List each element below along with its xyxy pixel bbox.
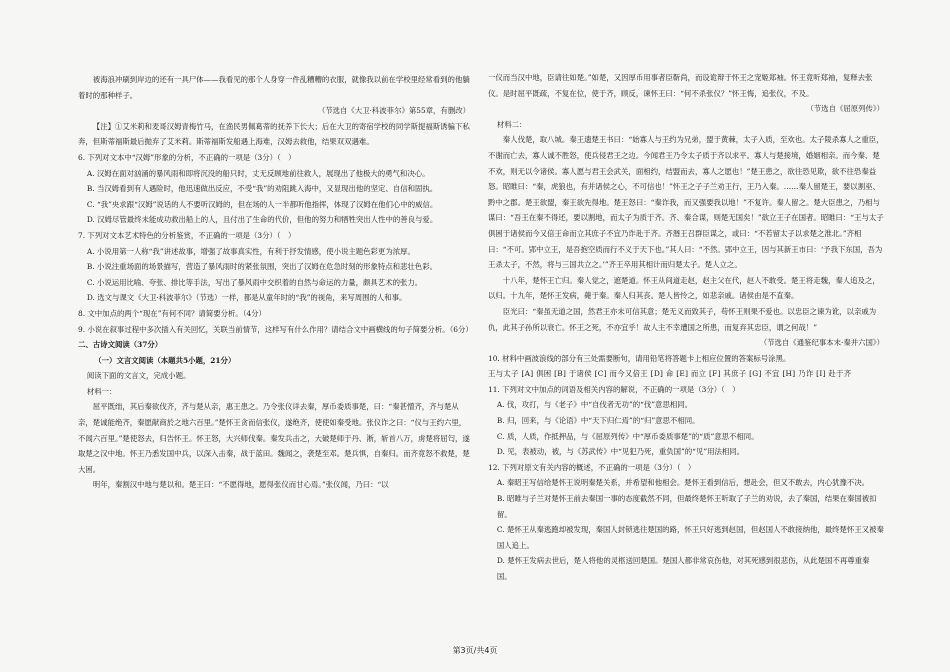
question-11: 11. 下列对文中加点的词语及相关内容的解说，不正确的一项是（3分）（ ） <box>488 384 740 394</box>
question-12: 12. 下列对原文有关内容的概述，不正确的一项是（3分）（ ） <box>488 462 696 472</box>
passage-ending: 被海浪冲刷到岸边的还有一具尸体——我看见的那个人身穿一件乱糟糟的衣服，就像我以前在学校里经常看到的他躺着时的那种样子。 <box>78 75 470 100</box>
q6-option-a: A. 汉姆在面对汹涌的暴风雨和即将沉没的船只时，丈无反顾地前往救人，展现出了他极大的勇气和决心。 <box>86 168 430 178</box>
q12-option-d: D. 楚怀王发病去世后，楚人将他的灵柩送回楚国。楚国人都非常哀伤他，对其死感到很悲伤，从此楚国不再尊重秦国。 <box>496 556 870 581</box>
subsection-heading: （一）文言文阅读（本题共5小题，21分） <box>94 355 236 365</box>
q12-option-c: C. 楚怀王从秦逃跑却被发现，秦国人封锁逃往楚国的路，怀王只好逃到赵国，但赵国人不敢接纳他，最终楚怀王又被秦国人追上。 <box>496 525 884 550</box>
question-8: 8. 文中加点的两个“现在”有何不同？请简要分析。（4分） <box>78 308 266 318</box>
page-number: 第3页/共4页 <box>452 646 498 655</box>
q10-sentence-breaks: 王与太子 [A] 俱困 [B] 于诸侯 [C] 而今又倍王 [D] 命 [E] 而立 [F] 其庶子 [G] 不宜 [H] 乃诈 [I] 赴于齐 <box>488 369 852 379</box>
material-2-paragraph-2: 十八年，楚怀王亡归。秦人觉之，遮楚道。怀王从间道走赵，赵主父在代，赵人不敢受。楚王将走魏，秦人追及之，以归。十九年，楚怀王发病，薨于秦。秦人归其丧。楚人皆怜之，如悲亲戚。诸侯由是不直秦。 <box>488 275 880 301</box>
material-2-paragraph-3: 臣光曰：“秦虽无道之国，然君王亦未可信其意；楚无义而致其子，苟怀王则果不爱也。以忠臣之谏为讹，以亲戚为仇，此其子孙所以衰亡。怀王之死，不亦宜乎！故人主不幸遭国之所患，而复弃其忠臣，谓之何哉！” <box>488 306 877 332</box>
question-6: 6. 下列对文本中“汉姆”形象的分析，不正确的一项是（3分）（ ） <box>78 152 296 162</box>
question-9: 9. 小说在叙事过程中多次插入有关回忆，关联当前情节，这样写有什么作用？请结合文中画横线的句子简要分析。（6分） <box>78 324 473 334</box>
right-column <box>488 70 884 585</box>
source-citation: （节选自《大卫·科波菲尔》第55章，有删改） <box>317 106 470 116</box>
material-1-paragraph-1: 屈平既绌，其后秦欲伐齐，齐与楚从亲，惠王患之。乃令张仪详去秦，厚币委质事楚，曰：“秦甚憎齐，齐与楚从亲，楚诚能绝齐，秦愿献商於之地六百里。”楚怀王贪而信张仪，遂绝齐，使使如秦受地。张仪诈之曰：“仪与王约六里，不闻六百里。”楚使怒去，归告怀王。怀王怒，大兴师伐秦。秦发兵击之，大破楚师于丹、淅，斩首八万，虏楚将屈匄，遂取楚之汉中地。怀王乃悉发国中兵，以深入击秦，战于蓝田。魏闻之，袭楚至邓。楚兵惧，自秦归。而齐竟怒不救楚，楚大困。 <box>78 402 470 474</box>
q6-option-c: C. “我”央求跟“汉姆”说话的人不要听汉姆的，但在场的人一半都听他指挥，体现了汉姆在他们心中的威信。 <box>86 199 438 209</box>
q6-option-d: D. 汉姆尽管最终未能成功救出船上的人，且付出了生命的代价，但他的努力和牺牲突出人性中的善良与爱。 <box>86 215 438 225</box>
section-heading: 二、古诗文阅读（37分） <box>78 340 163 350</box>
q7-option-a: A. 小说用第一人称“我”讲述故事，增强了故事真实性，有利于抒发情感，使小说主题色彩更为浓厚。 <box>86 246 415 256</box>
question-10: 10. 材料中画波浪线的部分有三处需要断句，请用铅笔将答题卡上相应位置的答案标号涂黑。 <box>488 353 791 363</box>
source-citation-3: （节选自《通鉴纪事本末·秦并六国》） <box>759 338 884 348</box>
q12-option-b: B. 昭睢与子兰对楚怀王前去秦国一事的态度截然不同，但最终楚怀王听取了子兰的劝说，去了秦国，结果在秦国被扣留。 <box>496 494 877 519</box>
q7-option-c: C. 小说运用比喻、夸张、排比等手法，写出了暴风雨中交织着的自然与命运的力量，颇具艺术的张力。 <box>86 277 423 287</box>
material-2-paragraph-1: 秦人伐楚，取八城。秦王遗楚王书曰：“始寡人与王约为兄弟，盟于黄棘，太子入质，至欢也。太子陵杀寡人之重臣，不谢而亡去，寡人诚不胜怒，使兵侵君王之边。今闻君王乃令太子质于齐以求平。寡人与楚接境，婚姻相亲。而今秦、楚不欢，则无以令诸侯。寡人愿与君王会武关，面相约，结盟而去，寡人之愿也！”楚王患之，欲往恐见欺，欲不往恐秦益怒。昭睢曰：“秦，虎狼也，有并诸侯之心，不可信也！”怀王之子子兰劝王行，王乃入秦。……秦人留楚王，要以割巫、黔中之郡。楚王欲盟，秦王欲先得地。楚王怒曰：“秦诈我，而又强要我以地！”不复许。秦人留之。楚大臣患之，乃相与谋曰：“吾王在秦不得还，要以割地，而太子为质于齐。齐、秦合谋，则楚无国矣！”欲立王子在国者。昭睢曰：“王与太子俱困于诸侯而今又倍王命而立其庶子不宜乃诈赴于齐。齐湣王召群臣谋之，或曰：“不若留太子以求楚之淮北。”齐相曰：“不可。郢中立王，是吾抱空质而行不义于天下也。”其人曰：“不然。郢中立王，因与其新王市曰：‘予我下东国，吾为王杀太子，不然，将与三国共立之。’”齐王卒用其相计而归楚太子。楚人立之。 <box>488 135 884 270</box>
source-citation-2: （节选自《屈原列传》） <box>806 104 884 114</box>
material-1-continued: 一仪而当汉中地，臣请往如楚。”如楚，又因厚币用事者臣靳尚，而设诡辩于怀王之宠姬郑袖。怀王竟听郑袖，复释去张仪。是时屈平既疏，不复在位，使于齐，顾反，谏怀王曰：“何不杀张仪？”怀王悔，追张仪，不及。 <box>488 73 873 98</box>
material-1-paragraph-2: 明年，秦割汉中地与楚以和。楚王曰：“不愿得地，愿得张仪而甘心焉。”张仪闻，乃曰：“以 <box>92 480 389 490</box>
question-7: 7. 下列对文本艺术特色的分析鉴赏，不正确的一项是（3分）（ ） <box>78 230 296 240</box>
q7-option-b: B. 小说注重场面的场景描写，营造了暴风雨时的紧张氛围，突出了汉姆在危急时刻的形象特点和悲壮色彩。 <box>86 262 437 272</box>
q6-option-b: B. 当汉姆看到有人遇险时，他迅速做出反应，不受“我”的劝阻跳入海中，又显现出他的坚定、自信和固执。 <box>86 184 438 194</box>
footnote: 【注】①艾米莉和麦哥汉姆青梅竹马，在渔民男佩葛蒂的抚养下长大；后在大卫的寄宿学校的同学斯提福斯诱骗下私奔，但斯蒂福斯最后抛弃了艾米莉。斯蒂福斯发船遇上海难，汉姆去救他，结果双双遇难。 <box>78 121 470 147</box>
q7-option-d: D. 选文与课文《大卫·科波菲尔》（节选）一样，都是从童年时的“我”的视角，来写周围的人和事。 <box>86 293 407 303</box>
instructions: 阅读下面的文言文，完成小题。 <box>86 371 191 381</box>
q12-option-a: A. 秦昭王写信给楚怀王说明秦楚关系，并希望和他相会。楚怀王看到信后，想赴会，但又不敢去，内心犹豫不决。 <box>496 478 870 488</box>
left-column <box>78 72 473 493</box>
q11-option-c: C. 质，人质，作抵押品，与《屈原列传》中“厚币委质事楚”的“质”意思不相同。 <box>496 431 759 441</box>
q11-option-b: B. 归，回来，与《论语》中“天下归仁焉”的“归”意思不相同。 <box>496 416 700 426</box>
q11-option-d: D. 见，表被动，被，与《苏武传》中“见犯乃死，重负国”的“见”用法相同。 <box>496 447 745 457</box>
q11-option-a: A. 伐，攻打，与《老子》中“自伐者无功”的“伐”意思相同。 <box>496 400 693 410</box>
material-1-label: 材料一： <box>86 386 117 396</box>
material-2-label: 材料二： <box>496 119 527 129</box>
